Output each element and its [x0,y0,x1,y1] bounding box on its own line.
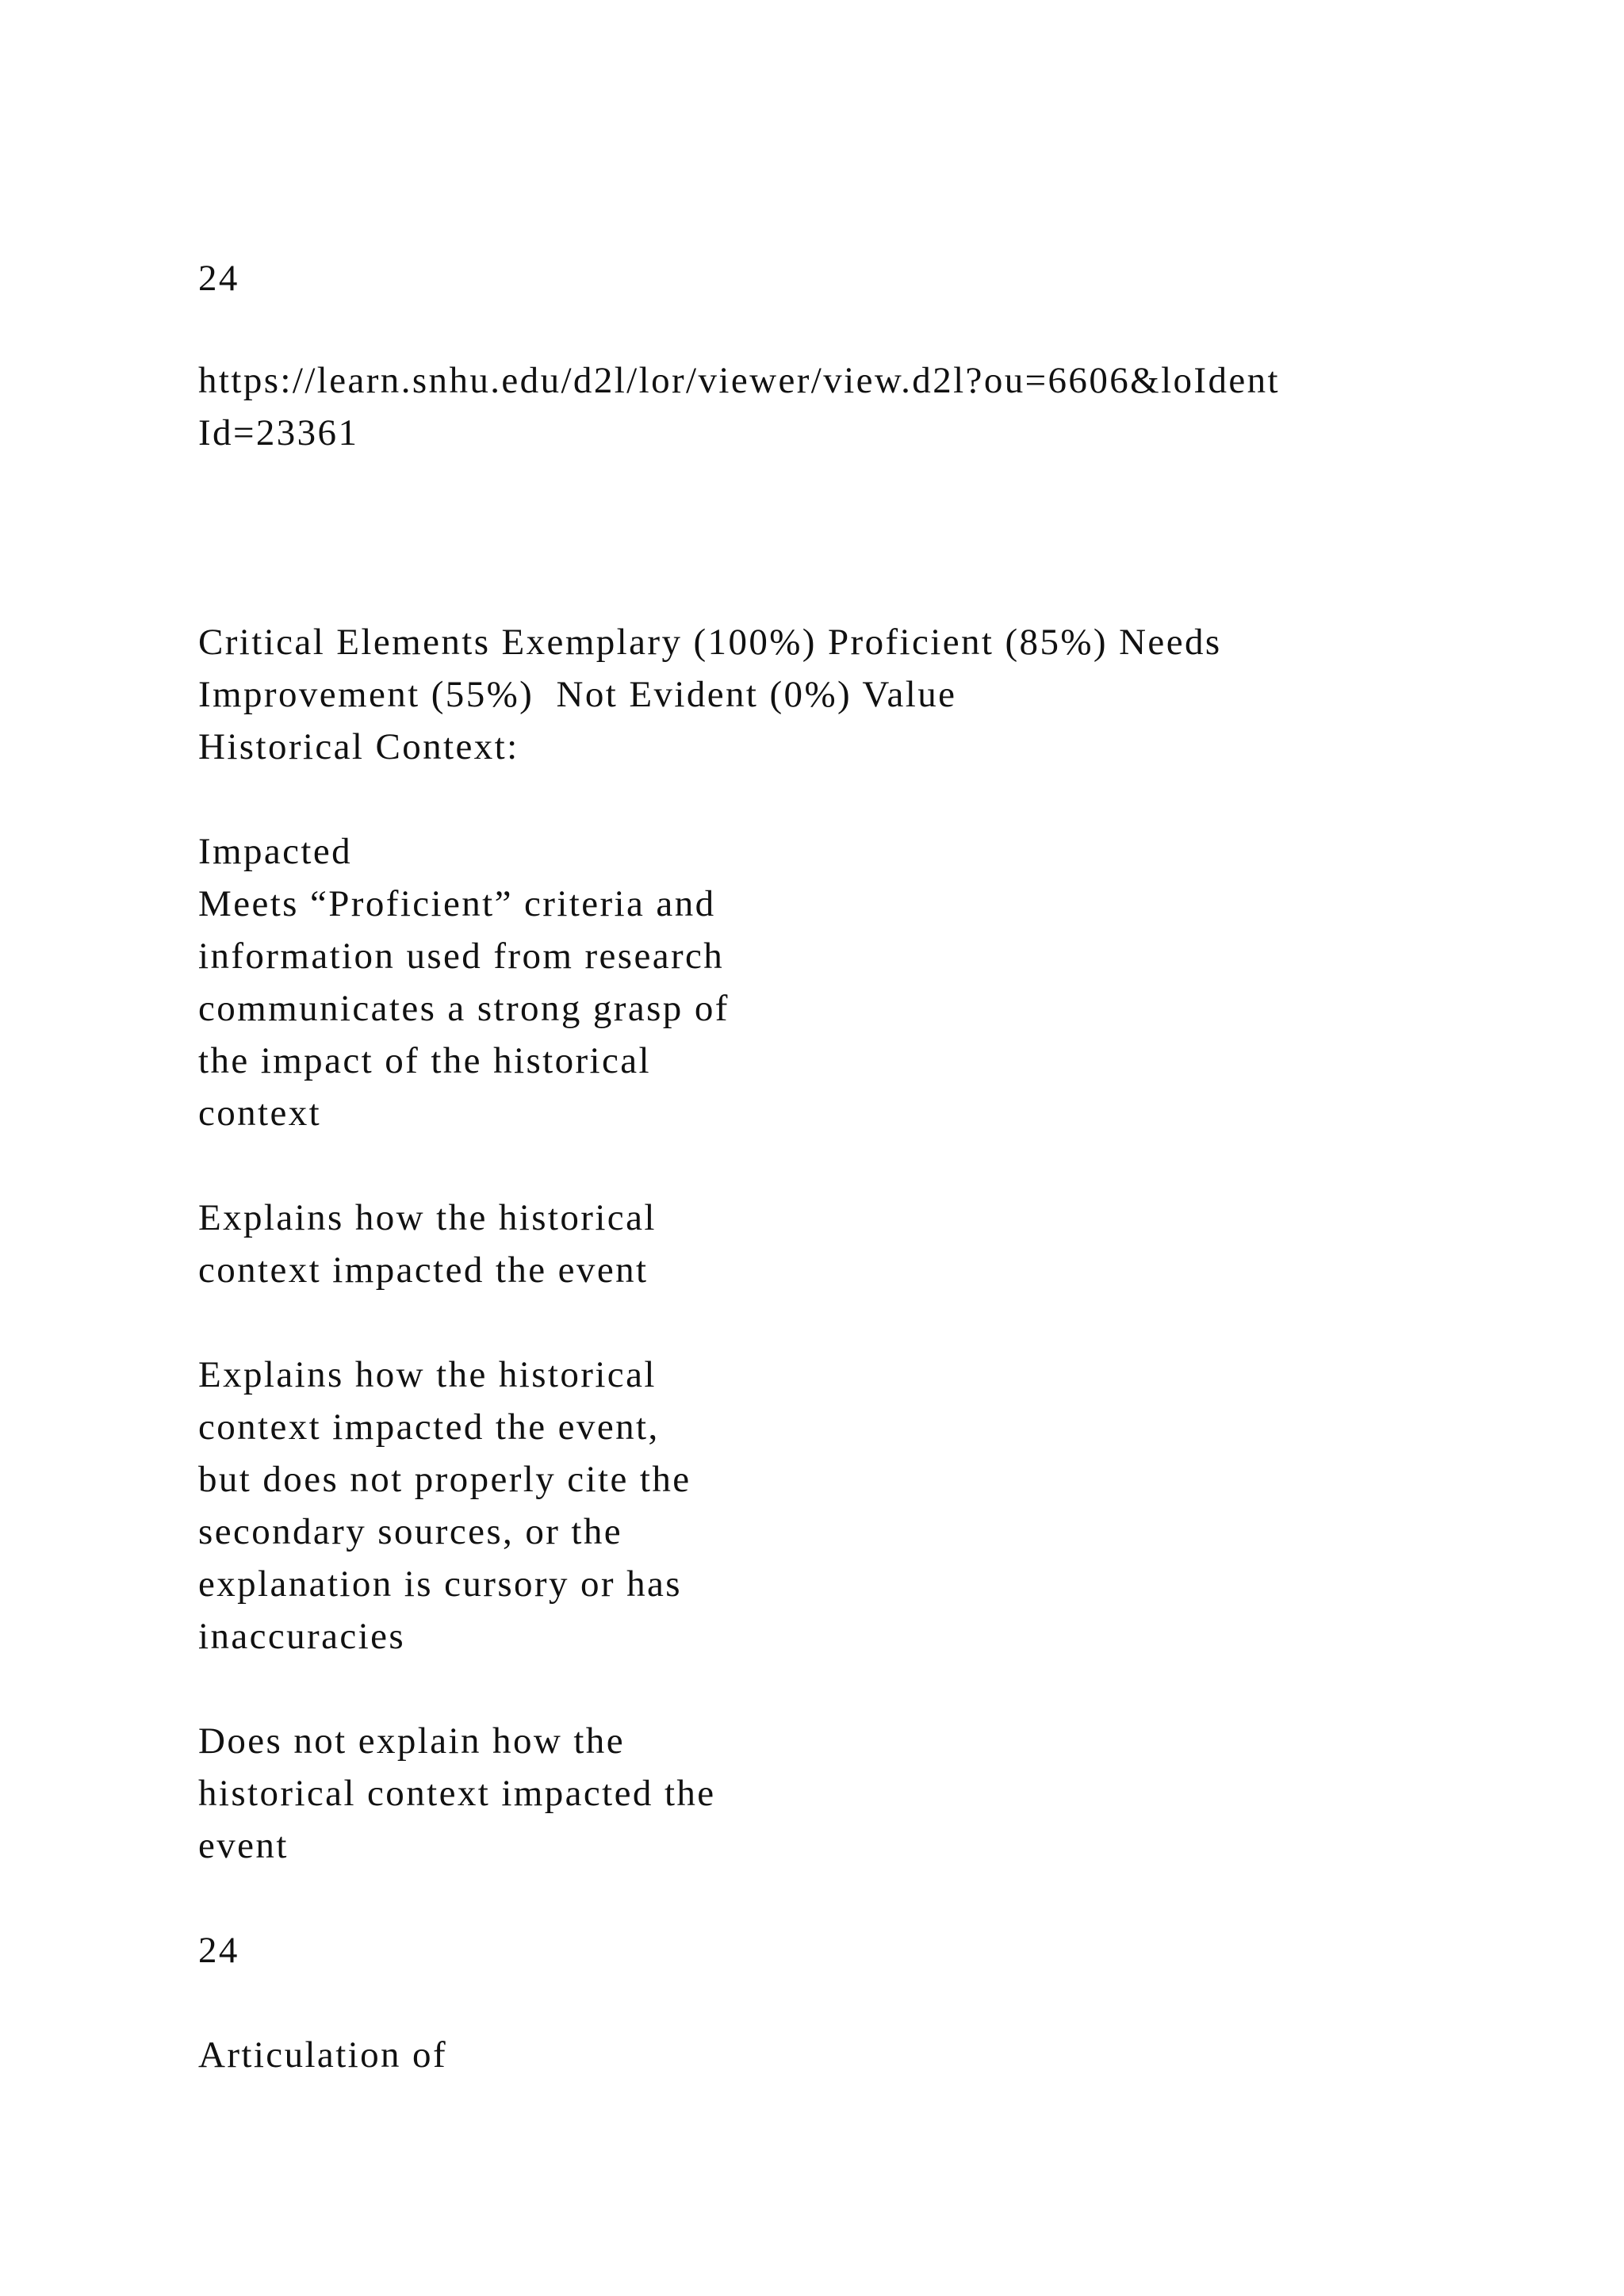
source-url-line-2: Id=23361 [198,412,359,453]
page-number: 24 [198,258,239,299]
rubric-header-line-1: Critical Elements Exemplary (100%) Proficient (85%) Needs [198,622,1222,663]
not-evident-text-line: historical context impacted the [198,1773,716,1814]
criterion-subtitle: Impacted [198,831,353,872]
next-criterion-title: Articulation of [198,2034,448,2076]
needs-improvement-text-line: inaccuracies [198,1616,406,1657]
rubric-header-line-2: Improvement (55%) Not Evident (0%) Value [198,674,957,715]
needs-improvement-text-line: context impacted the event, [198,1406,660,1448]
criterion-value: 24 [198,1930,239,1971]
exemplary-text-line: the impact of the historical [198,1040,651,1081]
source-url-line-1: https://learn.snhu.edu/d2l/lor/viewer/view.d2l?ou=6606&loIdent [198,360,1281,401]
needs-improvement-text-line: secondary sources, or the [198,1511,623,1552]
criterion-title: Historical Context: [198,726,519,767]
proficient-text-line: context impacted the event [198,1249,649,1291]
exemplary-text-line: information used from research [198,936,725,977]
needs-improvement-text-line: Explains how the historical [198,1354,657,1395]
exemplary-text-line: Meets “Proficient” criteria and [198,883,716,924]
needs-improvement-text-line: explanation is cursory or has [198,1563,682,1605]
needs-improvement-text-line: but does not properly cite the [198,1459,691,1500]
exemplary-text-line: context [198,1093,322,1134]
proficient-text-line: Explains how the historical [198,1197,657,1238]
not-evident-text-line: event [198,1825,289,1866]
not-evident-text-line: Does not explain how the [198,1720,625,1762]
exemplary-text-line: communicates a strong grasp of [198,988,730,1029]
